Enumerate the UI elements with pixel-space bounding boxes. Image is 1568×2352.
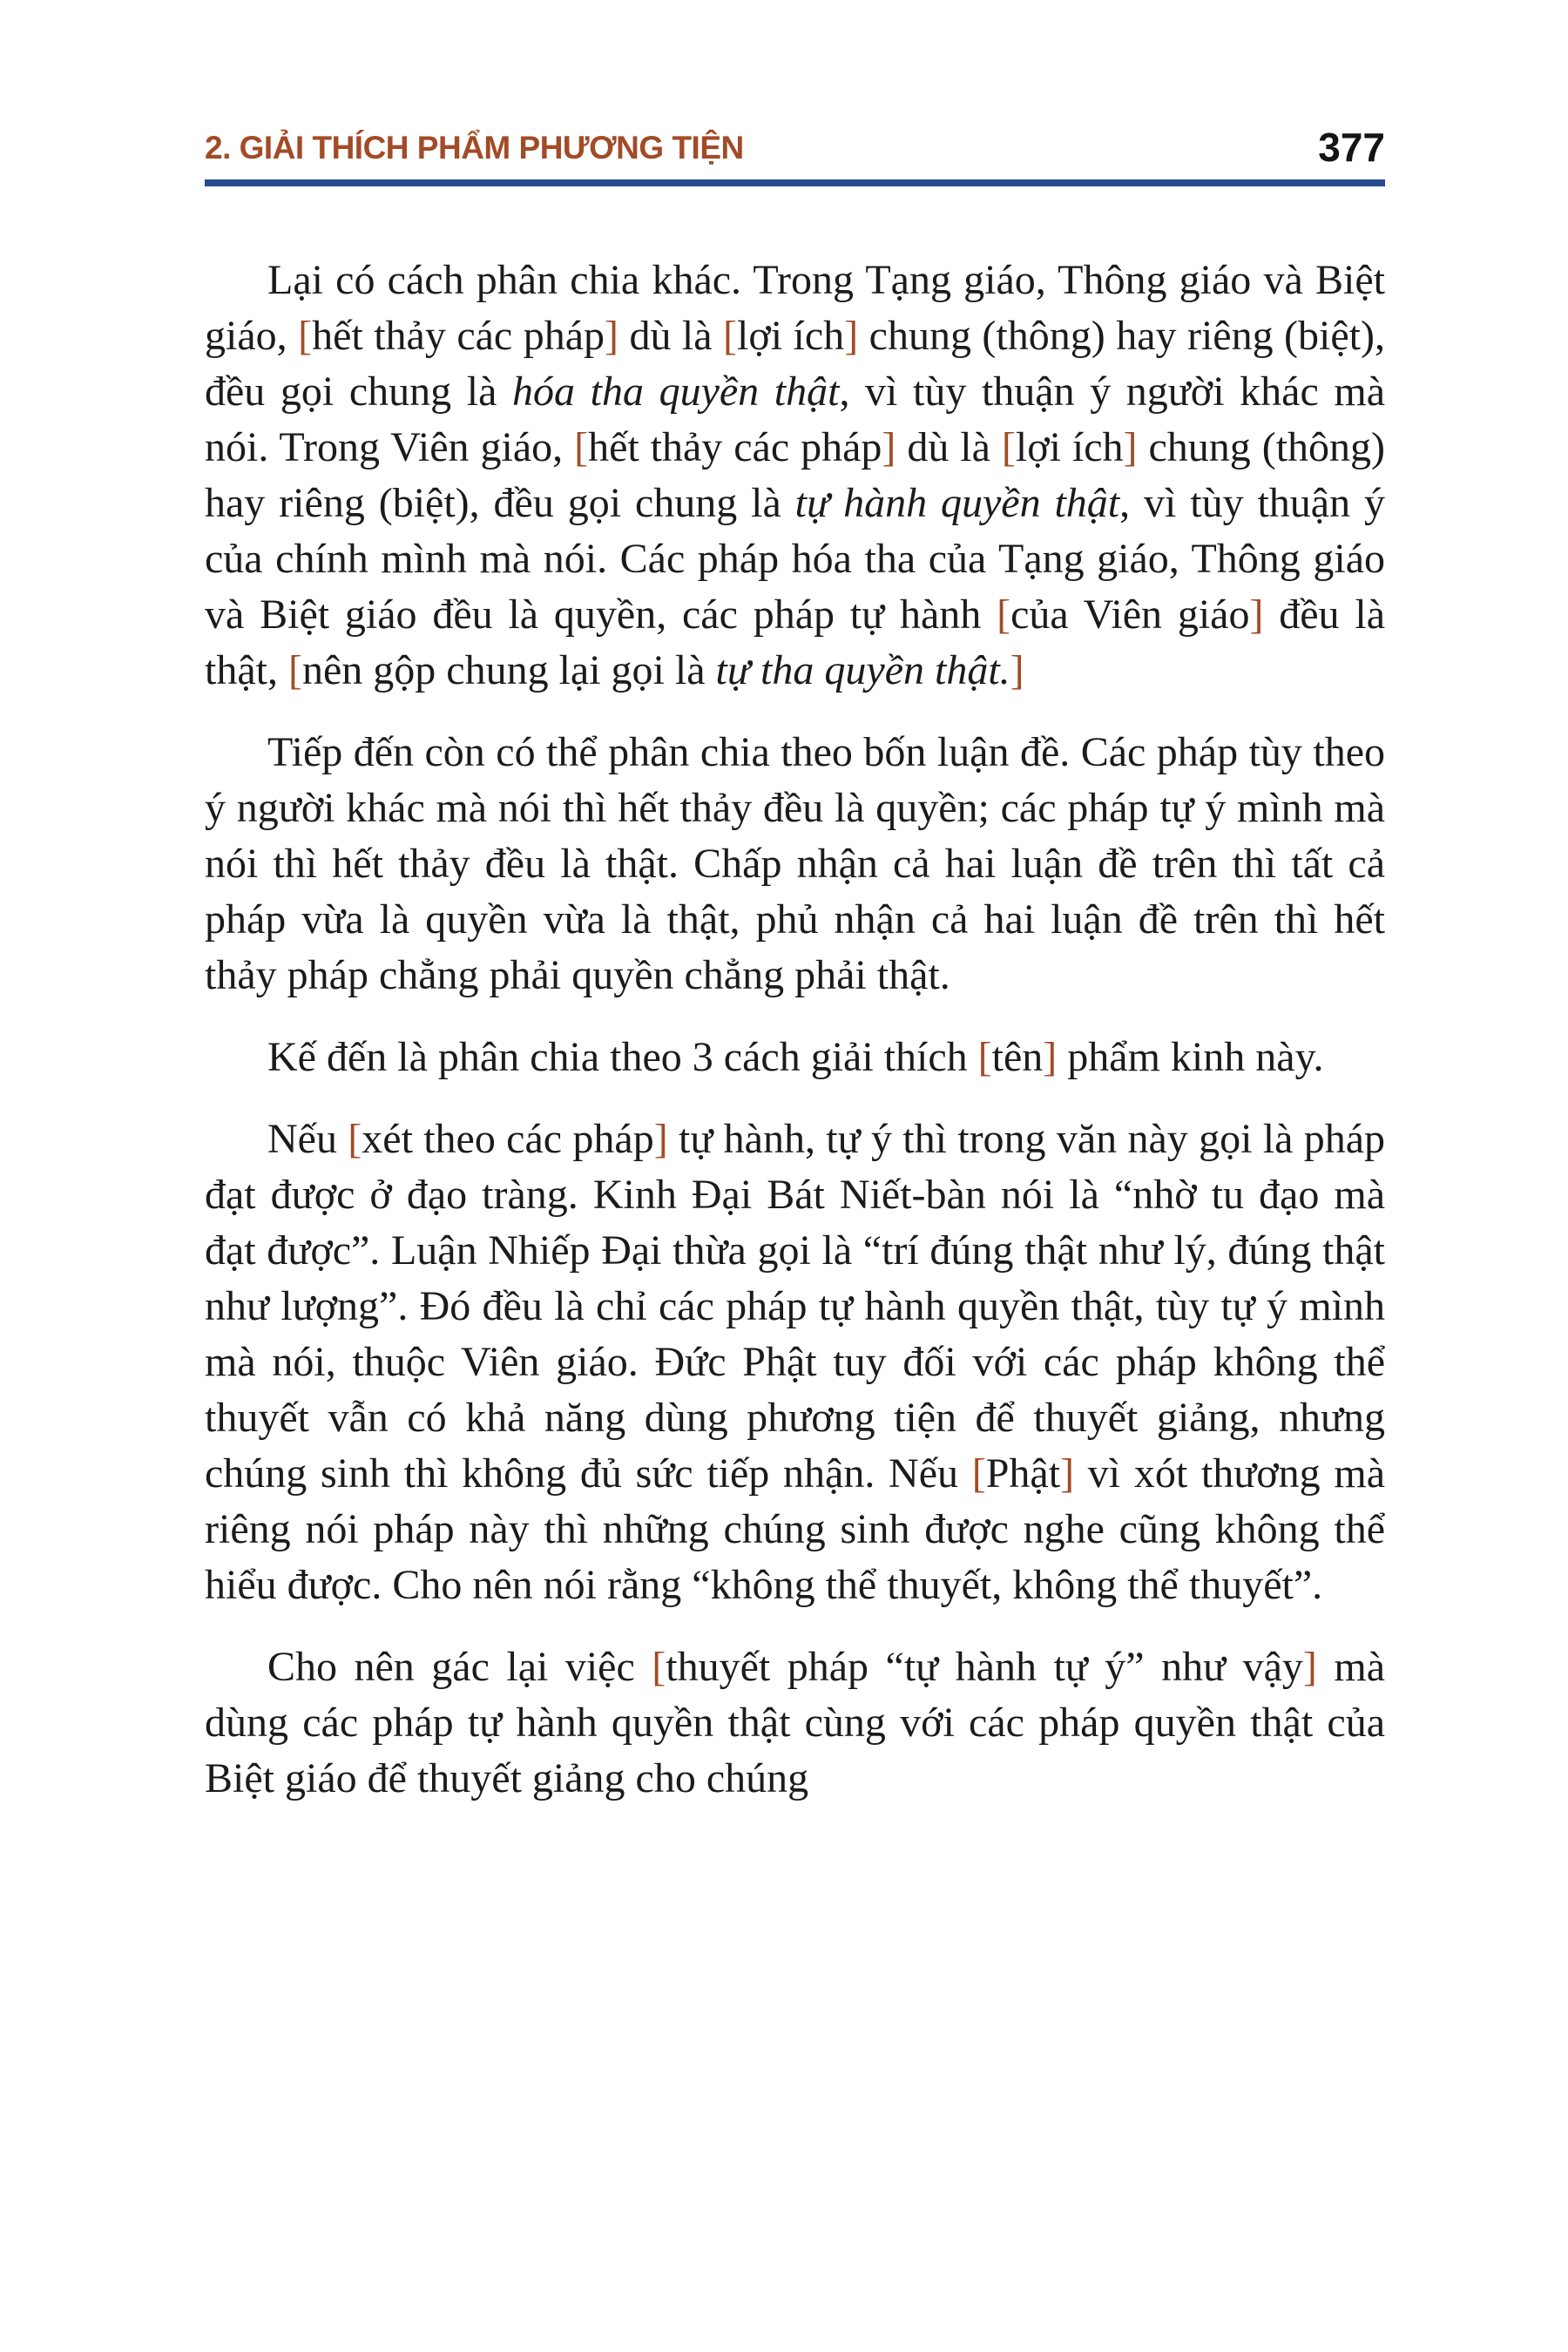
bracket-mark: [	[977, 1034, 992, 1080]
text-run: thuyết pháp “tự hành tự ý” như vậy	[666, 1644, 1303, 1690]
bracket-mark: ]	[1302, 1644, 1317, 1690]
bracket-mark: ]	[605, 313, 618, 359]
italic-term: tự hành quyền thật	[794, 480, 1120, 526]
text-run: nên gộp chung lại gọi là	[301, 647, 716, 693]
text-run: tự hành, tự ý thì trong văn này gọi là pháp đạt được ở đạo tràng. Kinh Đại Bát Niết-bàn nói là “nhờ tu đạo mà đạt được”. Luận Nhiếp Đại thừa gọi là “trí đúng thật như lý, đúng thật như lượng”. Đó đều là chỉ các pháp tự hành quyền thật, tùy tự ý mình mà nói, thuộc Viên giáo. Đức Phật tuy đối với các pháp không thể thuyết vẫn có khả năng dùng phương tiện để thuyết giảng, nhưng chúng sinh thì không đủ sức tiếp nhận. Nếu	[205, 1116, 1386, 1497]
text-run: mà dùng các pháp tự hành quyền thật cùng với các pháp quyền thật của Biệt giáo để thuyết giảng cho chúng	[205, 1644, 1386, 1801]
text-run: phẩm kinh này.	[1057, 1034, 1324, 1080]
bracket-mark: [	[298, 313, 313, 359]
italic-term: hóa tha quyền thật	[512, 368, 840, 415]
bracket-mark: ]	[1010, 647, 1024, 693]
header-rule	[205, 179, 1385, 186]
paragraph	[205, 253, 1385, 699]
text-run: xét theo các pháp	[362, 1116, 654, 1162]
text-run: Phật	[985, 1450, 1061, 1497]
text-run: Lại có cách phân chia khác. Trong Tạng giáo, Thông giáo và Biệt giáo,	[205, 257, 1385, 359]
paragraph	[205, 1639, 1385, 1807]
text-run: , vì tùy thuận ý người khác mà nói. Trong Viên giáo,	[205, 368, 1385, 470]
text-run: dù là	[618, 313, 724, 359]
bracket-mark: ]	[882, 424, 896, 470]
text-run: đều là thật,	[205, 591, 1385, 693]
page-number: 377	[1318, 125, 1385, 170]
bracket-mark: [	[574, 424, 589, 470]
text-run: Cho nên gác lại việc	[267, 1644, 652, 1690]
text-run: Nếu	[267, 1116, 348, 1162]
bracket-mark: ]	[653, 1116, 668, 1162]
bracket-mark: [	[971, 1450, 986, 1497]
bracket-mark: ]	[844, 313, 859, 359]
bracket-mark: [	[348, 1116, 362, 1162]
text-run: Tiếp đến còn có thể phân chia theo bốn luận đề. Các pháp tùy theo ý người khác mà nói thì hết thảy đều là quyền; các pháp tự ý mình mà nói thì hết thảy đều là thật. Chấp nhận cả hai luận đề trên thì tất cả pháp vừa là quyền vừa là thật, phủ nhận cả hai luận đề trên thì hết thảy pháp chẳng phải quyền chẳng phải thật.	[205, 729, 1385, 998]
text-run: Kế đến là phân chia theo 3 cách giải thích	[267, 1034, 978, 1080]
text-run: của Viên giáo	[1010, 591, 1250, 638]
text-run: chung (thông) hay riêng (biệt), đều gọi chung là	[205, 424, 1386, 526]
paragraph	[205, 725, 1385, 1004]
section-title: 2. GIẢI THÍCH PHẨM PHƯƠNG TIỆN	[205, 130, 744, 166]
paragraph	[205, 1030, 1385, 1085]
text-run: hết thảy các pháp	[312, 313, 605, 359]
bracket-mark: ]	[1249, 591, 1264, 638]
bracket-mark: [	[1001, 424, 1016, 470]
bracket-mark: [	[652, 1644, 666, 1690]
bracket-mark: [	[287, 647, 302, 693]
bracket-mark: [	[997, 591, 1011, 638]
bracket-mark: ]	[1043, 1034, 1058, 1080]
text-run: chung (thông) hay riêng (biệt), đều gọi chung là	[205, 313, 1385, 415]
bracket-mark: [	[723, 313, 738, 359]
italic-term: tự tha quyền thật.	[715, 647, 1010, 693]
body-text	[205, 253, 1385, 1807]
text-run: lợi ích	[737, 313, 845, 359]
bracket-mark: ]	[1123, 424, 1138, 470]
text-run: hết thảy các pháp	[588, 424, 882, 470]
text-run: tên	[991, 1034, 1044, 1080]
text-run: dù là	[896, 424, 1002, 470]
page-content	[205, 127, 1385, 1807]
running-header	[205, 125, 1385, 170]
text-run: lợi ích	[1015, 424, 1124, 470]
bracket-mark: ]	[1060, 1450, 1075, 1497]
text-run: , vì tùy thuận ý của chính mình mà nói. Các pháp hóa tha của Tạng giáo, Thông giáo và Biệt giáo đều là quyền, các pháp tự hành	[205, 480, 1386, 638]
paragraph	[205, 1112, 1385, 1613]
text-run: vì xót thương mà riêng nói pháp này thì những chúng sinh được nghe cũng không thể hiểu được. Cho nên nói rằng “không thể thuyết, không thể thuyết”.	[205, 1450, 1385, 1608]
